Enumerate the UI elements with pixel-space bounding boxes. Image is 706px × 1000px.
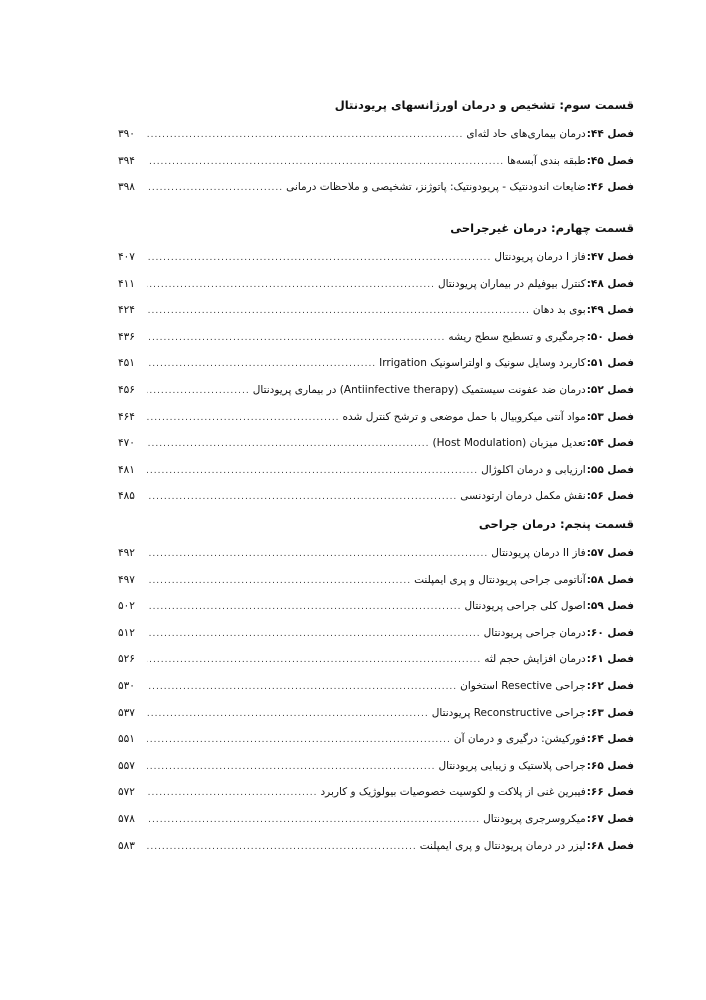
chapter-title: لیزر در درمان پریودنتال و پری ایمپلنت (419, 839, 586, 852)
chapter-label: فصل ۵۲ (590, 383, 634, 396)
chapter-title: اصول کلی جراحی پریودنتال (464, 600, 586, 613)
chapter-title: آناتومی جراحی پریودنتال و پری ایمپلنت (414, 573, 586, 586)
toc-entry[interactable]: فصل ۴۸ : کنترل بیوفیلم در بیماران پریودنتال ..... ۴۱۱ (118, 271, 634, 298)
toc-entry[interactable]: فصل ۵۶ : نقش مکمل درمان ارتودنسی ..... ۴۸۵ (118, 483, 634, 510)
leader-dots (147, 834, 417, 861)
chapter-title: بوی بد دهان (532, 304, 586, 317)
toc-entry[interactable]: فصل ۵۹ : اصول کلی جراحی پریودنتال ..... ۵۰۲ (118, 593, 634, 620)
leader-dots (147, 674, 457, 701)
page-number: ۳۹۸ (118, 181, 135, 194)
page-number: ۵۳۷ (118, 706, 135, 719)
leader-dots (147, 594, 461, 621)
section-title: قسمت سوم: تشخیص و درمان اورژانسهای پریودنتال (334, 98, 634, 112)
page-number: ۴۹۷ (118, 573, 135, 586)
leader-dots (147, 701, 429, 728)
leader-dots (147, 378, 250, 405)
chapter-label: فصل ۴۴ (590, 128, 634, 140)
section-title: قسمت چهارم: درمان غیرجراحی (450, 221, 634, 235)
chapter-title: جراحی پلاستیک و زیبایی پریودنتال (438, 759, 586, 772)
chapter-title: طبقه بندی آبسه‌ها (507, 154, 586, 167)
chapter-title: مواد آنتی میکروبیال با حمل موضعی و ترشح کنترل شده (342, 410, 586, 423)
toc-entry[interactable]: فصل ۶۸ : لیزر در درمان پریودنتال و پری ایمپلنت ..... ۵۸۳ (118, 833, 634, 860)
toc-entry[interactable]: فصل ۵۵ : ارزیابی و درمان اکلوژال ..... ۴۸۱ (118, 457, 634, 484)
chapter-title: فاز II درمان پریودنتال (491, 547, 586, 559)
toc-entry[interactable]: فصل ۴۷ : فاز I درمان پریودنتال ..... ۴۰۷ (118, 244, 634, 271)
toc-entry[interactable]: فصل ۶۱ : درمان افزایش حجم لثه ..... ۵۲۶ (118, 646, 634, 673)
section-title: قسمت پنجم: درمان جراحی (478, 517, 634, 531)
leader-dots (147, 175, 283, 202)
chapter-title: ضایعات اندودنتیک - پریودونتیک: پاتوژنز، تشخیصی و ملاحظات درمانی (286, 181, 586, 194)
chapter-label: فصل ۶۲ (590, 679, 634, 692)
page-number: ۴۲۴ (118, 304, 135, 317)
leader-dots (147, 325, 445, 352)
toc-entry[interactable]: فصل ۶۳ : جراحی Reconstructive پریودنتال ..... ۵۳۷ (118, 700, 634, 727)
chapter-label: فصل ۴۷ (590, 251, 634, 263)
page-number: ۳۹۰ (118, 128, 135, 140)
page-number: ۵۸۳ (118, 839, 135, 852)
leader-dots (147, 541, 488, 568)
toc-entry[interactable]: فصل ۴۴ : درمان بیماری‌های حاد لثه‌ای ..... ۳۹۰ (118, 121, 634, 148)
toc-entry[interactable]: فصل ۶۴ : فورکیشن: درگیری و درمان آن ..... ۵۵۱ (118, 726, 634, 753)
chapter-label: فصل ۵۷ (590, 547, 634, 559)
chapter-label: فصل ۵۶ (590, 490, 634, 503)
chapter-label: فصل ۶۶ (590, 786, 634, 799)
toc-entry[interactable]: فصل ۵۱ : کاربرد وسایل سونیک و اولتراسونیک Irrigation ..... ۴۵۱ (118, 350, 634, 377)
page-number: ۴۰۷ (118, 251, 135, 263)
leader-dots (147, 807, 480, 834)
toc-entry[interactable]: فصل ۶۶ : فیبرین غنی از پلاکت و لکوسیت خصوصیات بیولوژیک و کاربرد ..... ۵۷۲ (118, 779, 634, 806)
chapter-title: جراحی Reconstructive پریودنتال (431, 706, 586, 719)
chapter-label: فصل ۴۶ (590, 181, 634, 194)
chapter-title: فیبرین غنی از پلاکت و لکوسیت خصوصیات بیولوژیک و کاربرد (320, 786, 586, 799)
chapter-title: جرمگیری و تسطیح سطح ریشه (448, 330, 586, 343)
page-number: ۵۵۷ (118, 759, 135, 772)
chapter-label: فصل ۴۵ (590, 154, 634, 167)
chapter-title: نقش مکمل درمان ارتودنسی (460, 490, 586, 503)
toc-entry[interactable]: فصل ۵۸ : آناتومی جراحی پریودنتال و پری ایمپلنت ..... ۴۹۷ (118, 567, 634, 594)
leader-dots (147, 647, 481, 674)
toc-entry[interactable]: فصل ۵۲ : درمان ضد عفونت سیستمیک (Antiinfective therapy) در بیماری پریودنتال ..... ۴۵۶ (118, 377, 634, 404)
chapter-title: فورکیشن: درگیری و درمان آن (453, 733, 586, 746)
chapter-title: درمان بیماری‌های حاد لثه‌ای (466, 128, 586, 140)
chapter-title: کنترل بیوفیلم در بیماران پریودنتال (437, 277, 586, 290)
leader-dots (147, 272, 435, 299)
toc-entry[interactable]: فصل ۶۷ : میکروسرجری پریودنتال ..... ۵۷۸ (118, 806, 634, 833)
toc-entry[interactable]: فصل ۴۶ : ضایعات اندودنتیک - پریودونتیک: پاتوژنز، تشخیصی و ملاحظات درمانی ..... ۳۹۸ (118, 174, 634, 201)
leader-dots (147, 149, 504, 176)
leader-dots (147, 754, 435, 781)
toc-entry[interactable]: فصل ۵۳ : مواد آنتی میکروبیال با حمل موضعی و ترشح کنترل شده ..... ۴۶۴ (118, 404, 634, 431)
page-number: ۴۹۲ (118, 547, 135, 559)
chapter-label: فصل ۵۱ (590, 357, 634, 370)
section-5 (118, 513, 634, 859)
section-4 (118, 217, 634, 510)
leader-dots (147, 727, 451, 754)
page-number: ۵۵۱ (118, 733, 135, 746)
chapter-title: تعدیل میزبان (Host Modulation) (432, 437, 586, 450)
chapter-label: فصل ۵۵ (590, 463, 634, 476)
page-number: ۴۳۶ (118, 330, 135, 343)
page-number: ۵۳۰ (118, 679, 135, 692)
leader-dots (147, 458, 478, 485)
chapter-title: درمان جراحی پریودنتال (483, 626, 586, 639)
chapter-title: کاربرد وسایل سونیک و اولتراسونیک Irrigation (379, 357, 586, 370)
chapter-title: ارزیابی و درمان اکلوژال (481, 463, 586, 476)
toc-entry[interactable]: فصل ۶۲ : جراحی Resective استخوان ..... ۵۳۰ (118, 673, 634, 700)
chapter-label: فصل ۵۰ (590, 330, 634, 343)
chapter-title: فاز I درمان پریودنتال (494, 251, 586, 263)
page-number: ۴۱۱ (118, 277, 135, 290)
toc-entry[interactable]: فصل ۵۴ : تعدیل میزبان (Host Modulation) ..... ۴۷۰ (118, 430, 634, 457)
leader-dots (147, 621, 481, 648)
chapter-label: فصل ۶۵ (590, 759, 634, 772)
chapter-label: فصل ۶۱ (590, 653, 634, 666)
page-number: ۴۵۶ (118, 383, 135, 396)
toc-entry[interactable]: فصل ۵۰ : جرمگیری و تسطیح سطح ریشه ..... ۴۳۶ (118, 324, 634, 351)
section-3 (118, 94, 634, 201)
page-number: ۵۲۶ (118, 653, 135, 666)
page-number: ۴۷۰ (118, 437, 135, 450)
chapter-label: فصل ۵۹ (590, 600, 634, 613)
leader-dots (147, 351, 376, 378)
chapter-label: فصل ۶۷ (590, 812, 634, 825)
chapter-label: فصل ۵۸ (590, 573, 634, 586)
chapter-label: فصل ۵۳ (590, 410, 634, 423)
page-number: ۳۹۴ (118, 154, 135, 167)
leader-dots (147, 780, 318, 807)
leader-dots (147, 568, 411, 595)
leader-dots (147, 245, 491, 272)
page-number: ۵۰۲ (118, 600, 135, 613)
chapter-label: فصل ۶۴ (590, 733, 634, 746)
toc-entry[interactable]: فصل ۶۵ : جراحی پلاستیک و زیبایی پریودنتال ..... ۵۵۷ (118, 753, 634, 780)
page-number: ۵۷۸ (118, 812, 135, 825)
page-number: ۴۵۱ (118, 357, 135, 370)
leader-dots (147, 298, 530, 325)
chapter-title: درمان افزایش حجم لثه (484, 653, 586, 666)
page-number: ۴۸۱ (118, 463, 135, 476)
leader-dots (147, 431, 430, 458)
page-number: ۴۸۵ (118, 490, 135, 503)
page-number: ۵۷۲ (118, 786, 135, 799)
toc-entry[interactable]: فصل ۶۰ : درمان جراحی پریودنتال ..... ۵۱۲ (118, 620, 634, 647)
chapter-label: فصل ۶۳ (590, 706, 634, 719)
chapter-label: فصل ۶۰ (590, 626, 634, 639)
page-number: ۵۱۲ (118, 626, 135, 639)
leader-dots (147, 484, 457, 511)
toc-entry[interactable]: فصل ۴۵ : طبقه بندی آبسه‌ها ..... ۳۹۴ (118, 148, 634, 175)
toc-entry[interactable]: فصل ۵۷ : فاز II درمان پریودنتال ..... ۴۹۲ (118, 540, 634, 567)
chapter-title: درمان ضد عفونت سیستمیک (Antiinfective therapy) در بیماری پریودنتال (252, 383, 586, 396)
leader-dots (147, 122, 463, 149)
chapter-title: میکروسرجری پریودنتال (483, 812, 586, 825)
toc-entry[interactable]: فصل ۴۹ : بوی بد دهان ..... ۴۲۴ (118, 297, 634, 324)
chapter-title: جراحی Resective استخوان (460, 679, 586, 692)
chapter-label: فصل ۴۸ (590, 277, 634, 290)
leader-dots (147, 405, 340, 432)
chapter-label: فصل ۵۴ (590, 437, 634, 450)
chapter-label: فصل ۴۹ (590, 304, 634, 317)
chapter-label: فصل ۶۸ (590, 839, 634, 852)
page-number: ۴۶۴ (118, 410, 135, 423)
